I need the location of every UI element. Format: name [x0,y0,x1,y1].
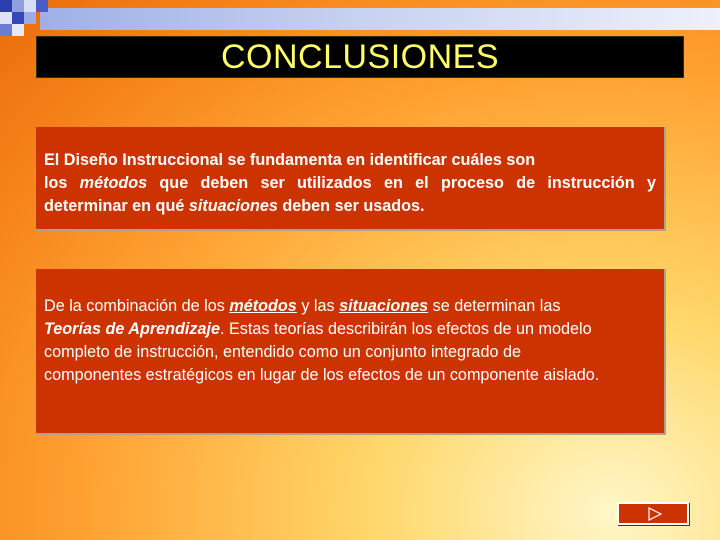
text-segment: determinar en qué [44,197,189,215]
next-slide-button[interactable] [617,502,689,525]
word: y [646,174,656,192]
slide-title-bar [36,36,684,78]
text-emphasis: situaciones [188,197,278,215]
text-segment: De la combinación de los [44,297,230,315]
text-emphasis: Teorías de Aprendizaje [44,320,221,338]
deco-square [0,0,12,12]
text-segment: y las [296,297,340,315]
word: los [44,174,68,192]
word-emphasis: métodos [79,174,148,192]
paragraph-2-line-2 [44,318,656,341]
corner-decoration [0,0,720,40]
word: que [159,174,189,192]
text-segment: . Estas teorías describirán los efectos de un modelo [220,320,592,338]
word: proceso [440,174,504,192]
paragraph-2-line-4: componentes estratégicos en lugar de los efectos de un componente aislado. [44,366,600,384]
word: deben [200,174,249,192]
text-segment: deben ser usados. [277,197,425,215]
paragraph-2-line-3: completo de instrucción, entendido como un conjunto integrado de [44,343,521,361]
deco-square [0,24,12,36]
conclusion-box-1 [36,127,666,231]
text-emphasis: situaciones [339,297,429,315]
deco-square [24,12,36,24]
word: de [516,174,536,192]
deco-square [12,0,24,12]
paragraph-1-line-2 [44,172,656,195]
paragraph-1-line-1: El Diseño Instruccional se fundamenta en identificar cuáles son [44,151,536,169]
play-next-icon [648,507,662,521]
deco-square [12,12,24,24]
word: en [383,174,403,192]
word: ser [260,174,285,192]
word: instrucción [547,174,635,192]
deco-square [36,0,48,12]
slide-title: CONCLUSIONES [220,37,500,76]
text-emphasis: métodos [229,297,297,315]
conclusion-box-2 [36,269,666,435]
paragraph-1-line-3 [44,195,656,218]
deco-square [0,12,12,24]
text-segment: se determinan las [428,297,561,315]
paragraph-2-line-1 [44,295,656,318]
word: el [415,174,429,192]
header-gradient-bar [40,8,720,30]
deco-square [24,0,36,12]
word: utilizados [297,174,372,192]
deco-square [12,24,24,36]
